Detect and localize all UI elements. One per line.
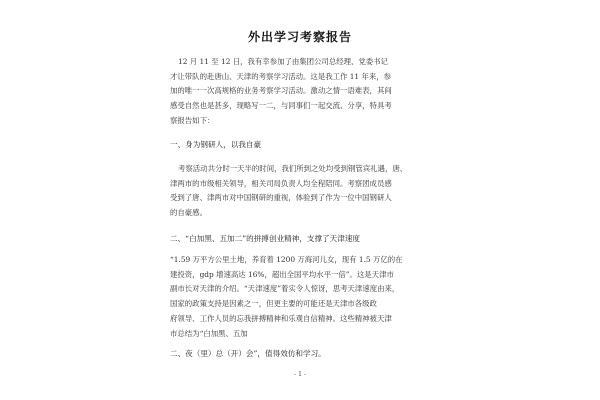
paragraph-line: 府领导、工作人员的忘我拼搏精神和乐观自信精神。这些精神被天津: [170, 313, 392, 323]
paragraph-intro: [170, 55, 436, 129]
section-heading-2: 二、“白加黑、五加二”的拼搏创业精神，支撑了天津速度: [170, 234, 361, 243]
paragraph-line: 副市长对天津的介绍。“天津速度”着实令人惊讶，思考天津速度由来，: [170, 284, 400, 294]
paragraph-line: “1.59 万平方公里土地，养育着 1200 万海河儿女，现有 1.5 万亿的在: [170, 255, 403, 264]
paragraph-line: 津两市的市级相关领导，相关司局负责人均全程陪同。考察团成员感: [170, 178, 392, 188]
section-heading-1: 一、身为钢研人，以我自豪: [170, 140, 262, 149]
paragraph-line: 察报告如下：: [170, 115, 215, 125]
paragraph-line: 国家的政策支持是因素之一，但更主要的可能还是天津市各级政: [170, 299, 377, 309]
paragraph-line: 的自豪感。: [170, 208, 207, 218]
paragraph-section-1: [170, 162, 436, 221]
paragraph-line: 感受自然也是甚多，现略写一二，与同事们一起交流、分享，特具考: [170, 101, 392, 111]
paragraph-line: 加的唯一一次高规格的业务考察学习活动。激动之情一语难表，其间: [170, 86, 392, 96]
paragraph-line: 受到了唐、津两市对中国钢研的重视，体验到了作为一位中国钢研人: [170, 193, 392, 203]
paragraph-line: 市总结为“白加黑、五加: [170, 328, 248, 338]
section-heading-3: 二、夜（里）总（开）会”，值得效仿和学习。: [170, 349, 326, 358]
paragraph-section-2: [170, 253, 436, 341]
paragraph-line: 才让带队的赴唐山、天津的考察学习活动。这是我工作 11 年来，参: [170, 71, 392, 81]
page-number: - 1 -: [294, 371, 306, 378]
paragraph-line: 建投资，gdp 增速高达 16%，超出全国平均水平一倍”。这是天津市: [170, 269, 394, 279]
paragraph-line: 12 月 11 至 12 日，我有幸参加了由集团公司总经理、党委书记: [178, 57, 388, 66]
page-title: 外出学习考察报告: [247, 30, 352, 44]
paragraph-line: 考察活动共分时一天半的时间，我们所到之处均受到钢管宾礼遇，唐、: [178, 164, 408, 173]
